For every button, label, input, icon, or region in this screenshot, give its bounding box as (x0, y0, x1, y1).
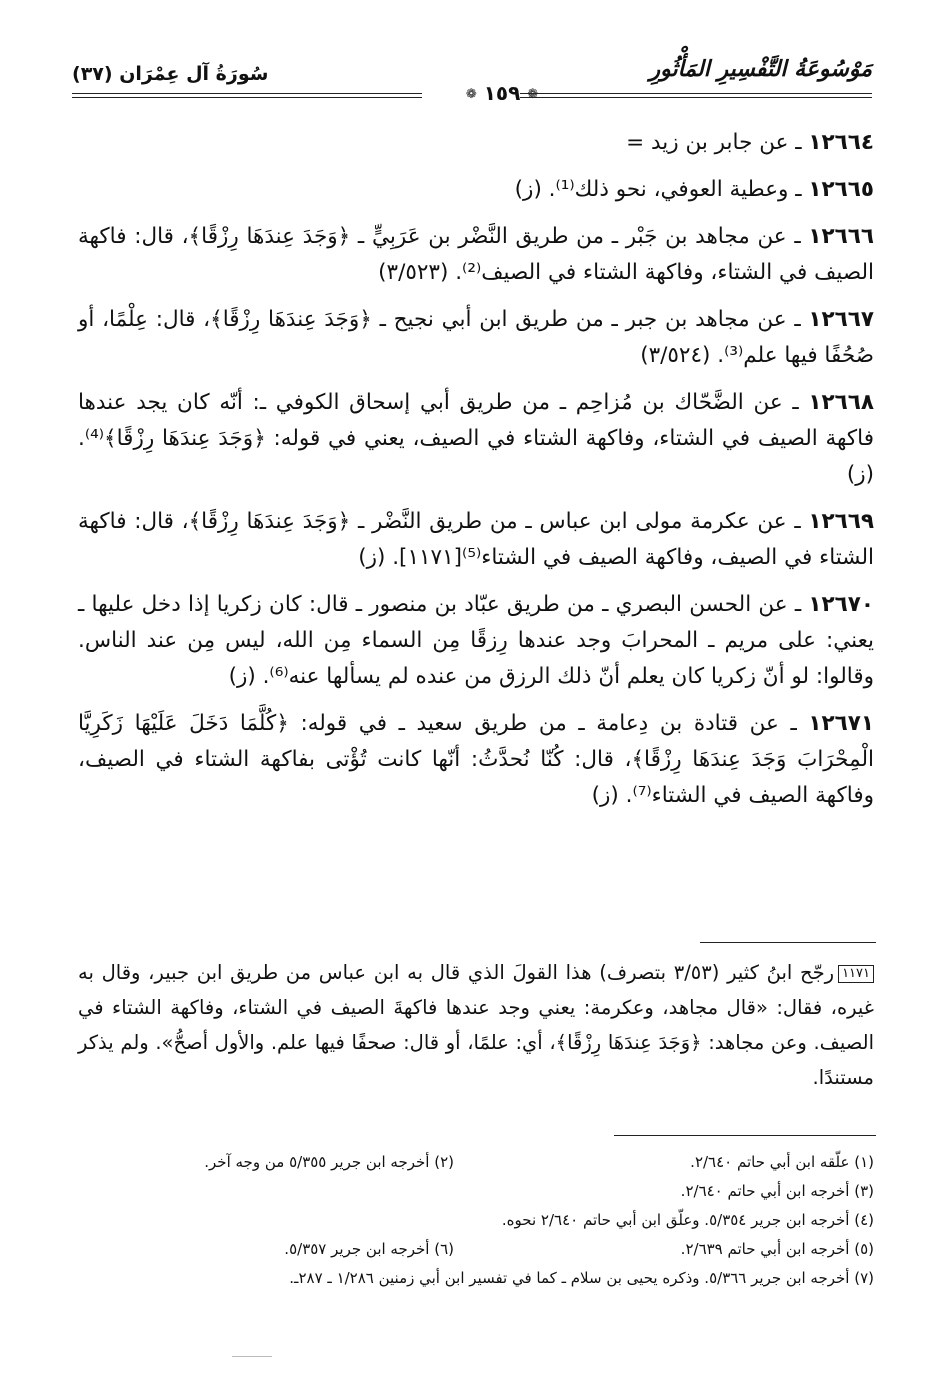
narration (78, 504, 874, 576)
ornament-icon: ❁ (465, 87, 477, 102)
footnote-row (78, 1177, 874, 1206)
narration-number: ١٢٦٦٧ (808, 307, 874, 332)
narration-text: ـ عن الضَّحّاك بن مُزاحِم ـ من طريق أبي إسحاق الكوفي ـ: أنّه كان يجد عندها فاكهة الصيف في الشتاء، وفاكهة الشتاء في الصيف، يعني في قوله: ﴿وَجَدَ عِندَهَا رِزْقًا﴾⁽⁴⁾. (ز) (78, 390, 874, 487)
footnote-7: (٧) أخرجه ابن جرير ٥/٣٦٦. وذكره يحيى بن سلام ـ كما في تفسير ابن أبي زمنين ١/٢٨٦ ـ ٢٨٧ـ. (289, 1269, 874, 1287)
footnote-2: (٢) أخرجه ابن جرير ٥/٣٥٥ من وجه آخر. (204, 1153, 454, 1171)
narration-number: ١٢٦٧٠ (808, 592, 874, 617)
footnote-separator (614, 1135, 876, 1136)
book-title: مَوْسُوعَةُ التَّفْسِيرِ المَأْثُورِ (649, 57, 872, 82)
narration-text: ـ عن مجاهد بن جبر ـ من طريق ابن أبي نجيح ـ ﴿وَجَدَ عِندَهَا رِزْقًا﴾، قال: عِلْمًا، أو صُحُفًا فيها علم⁽³⁾. (٣/٥٢٤) (78, 307, 874, 368)
narration (78, 219, 874, 291)
footnote-row (78, 1206, 874, 1235)
footnote-row (78, 1148, 874, 1177)
narration-number: ١٢٦٦٦ (808, 224, 874, 249)
narration-text: ـ عن قتادة بن دِعامة ـ من طريق سعيد ـ في قوله: ﴿كُلَّمَا دَخَلَ عَلَيْهَا زَكَرِيَّا الْمِحْرَابَ وَجَدَ عِندَهَا رِزْقًا﴾، قال: كُنّا نُحدَّثُ: أنّها كانت تُؤْتى بفاكهة الشتاء في الصيف، وفاكهة الصيف في الشتاء⁽⁷⁾. (ز) (78, 711, 874, 808)
ornament-icon: ❁ (527, 87, 539, 102)
narration (78, 587, 874, 695)
bottom-mark (232, 1356, 272, 1357)
footnote-3: (٣) أخرجه ابن أبي حاتم ٢/٦٤٠. (680, 1182, 874, 1200)
narration-number: ١٢٦٧١ (808, 711, 874, 736)
footnote-6: (٦) أخرجه ابن جرير ٥/٣٥٧. (284, 1240, 454, 1258)
tarjih-tag: ١١٧١ (838, 965, 874, 983)
footnote-row (78, 1264, 874, 1293)
narration-text: ـ عن الحسن البصري ـ من طريق عبّاد بن منصور ـ قال: كان زكريا إذا دخل عليها ـ يعني: على مريم ـ المحرابَ وجد عندها رِزقًا مِن السماء مِن الله، ليس مِن عند الناس. وقالوا: لو أنّ زكريا كان يعلم أنّ ذلك الرزق من عنده لم يسألها عنه⁽⁶⁾. (ز) (78, 592, 874, 689)
tarjih-separator (700, 942, 876, 943)
header-rule-left (72, 93, 422, 94)
footnote-1: (١) علّقه ابن أبي حاتم ٢/٦٤٠. (690, 1153, 874, 1171)
narration-text: ـ عن جابر بن زيد = (626, 130, 809, 155)
footnote-5: (٥) أخرجه ابن أبي حاتم ٢/٦٣٩. (680, 1240, 874, 1258)
footnote-4: (٤) أخرجه ابن جرير ٥/٣٥٤. وعلّق ابن أبي حاتم ٢/٦٤٠ نحوه. (501, 1211, 874, 1229)
main-text (78, 125, 874, 825)
tarjih-text: رجّح ابنُ كثير (٣/٥٣ بتصرف) هذا القولَ الذي قال به ابن عباس من طريق ابن جبير، وقال به غيره، فقال: «قال مجاهد، وعكرمة: يعني وجد عندها فاكهةَ الصيف في الشتاء، وفاكهة الشتاء في الصيف. وعن مجاهد: ﴿وَجَدَ عِندَهَا رِزْقًا﴾، أي: علمًا، أو قال: صحفًا فيها علم. والأول أصحُّ». ولم يذكر مستندًا. (78, 961, 874, 1089)
narration-number: ١٢٦٦٥ (808, 177, 874, 202)
narration-number: ١٢٦٦٨ (808, 390, 874, 415)
narration-text: ـ عن مجاهد بن جَبْر ـ من طريق النَّضْر بن عَرَبِيٍّ ـ ﴿وَجَدَ عِندَهَا رِزْقًا﴾، قال: فاكهة الصيف في الشتاء، وفاكهة الشتاء في الصيف⁽²⁾. (٣/٥٢٣) (78, 224, 874, 285)
header-rule-right (520, 93, 872, 94)
narration-number: ١٢٦٦٤ (808, 130, 874, 155)
header-rule-right-2 (520, 97, 872, 98)
page-number-text: ١٥٩ (483, 81, 521, 105)
footnotes (78, 1148, 874, 1293)
narration (78, 125, 874, 161)
surah-title: سُورَةُ آل عِمْرَان (٣٧) (72, 63, 269, 85)
narration-text: ـ وعطية العوفي، نحو ذلك⁽¹⁾. (ز) (514, 177, 809, 202)
narration-text: ـ عن عكرمة مولى ابن عباس ـ من طريق النَّضْر ـ ﴿وَجَدَ عِندَهَا رِزْقًا﴾، قال: فاكهة الشتاء في الصيف، وفاكهة الصيف في الشتاء⁽⁵⁾[١١٧١]. (ز) (78, 509, 874, 570)
narration (78, 302, 874, 374)
header-rule-left-2 (72, 97, 422, 98)
narration (78, 172, 874, 208)
tarjih-note (78, 955, 874, 1095)
page-header (72, 55, 872, 113)
footnote-row (78, 1235, 874, 1264)
narration (78, 385, 874, 493)
narration-number: ١٢٦٦٩ (808, 509, 874, 534)
narration (78, 706, 874, 814)
